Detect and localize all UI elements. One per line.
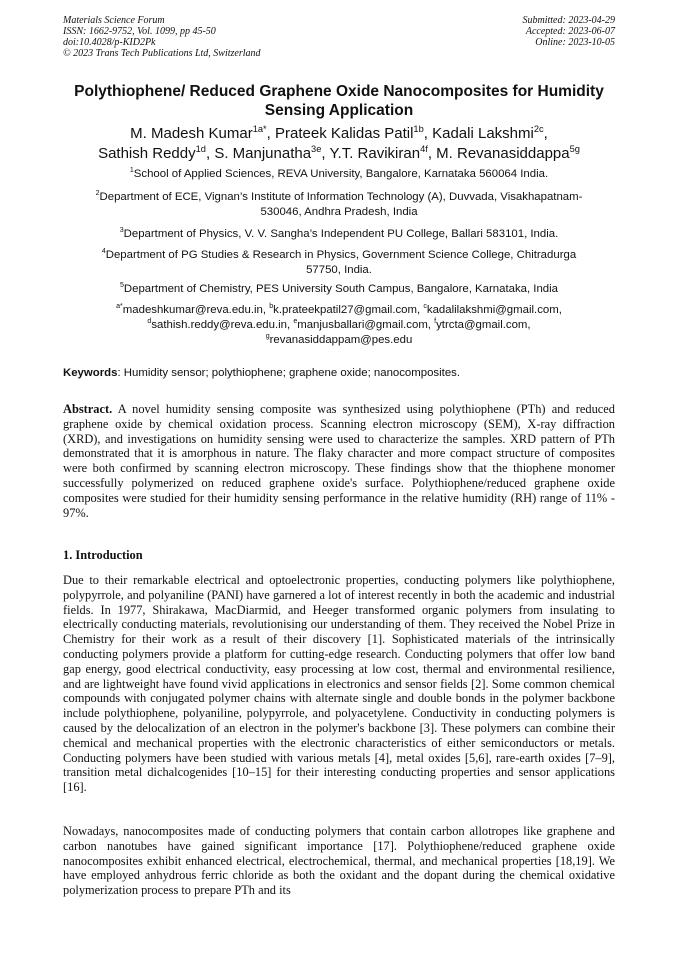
affiliation-mark: 5 xyxy=(119,282,124,290)
affiliation-1 xyxy=(55,167,623,182)
issn-line: ISSN: 1662-9752, Vol. 1099, pp 45-50 xyxy=(63,26,216,37)
author-name: Prateek Kalidas Patil xyxy=(275,125,414,142)
affiliation-text: Department of Chemistry, PES University South Campus, Bangalore, Karnataka, India xyxy=(123,283,559,295)
author-affiliation-mark: 1a* xyxy=(252,124,267,134)
keywords-text: : Humidity sensor; polythiophene; graphene oxide; nanocomposites. xyxy=(117,367,461,379)
affiliation-text: School of Applied Sciences, REVA University, Bangalore, Karnataka 560064 India. xyxy=(133,168,549,180)
author-separator: , xyxy=(427,145,437,162)
author-separator: , xyxy=(543,125,548,142)
affiliation-text-cont: 57750, India. xyxy=(306,264,372,276)
author-separator: , xyxy=(321,145,330,162)
paper-title xyxy=(40,82,638,120)
email-line-2 xyxy=(55,318,623,333)
author-name: Y.T. Ravikiran xyxy=(329,145,421,162)
email-mark: b xyxy=(269,303,274,311)
keywords xyxy=(63,366,615,381)
affiliation-mark: 2 xyxy=(95,190,100,198)
author-line-1 xyxy=(40,124,638,144)
doi-line: doi:10.4028/p-KID2Pk xyxy=(63,37,156,48)
author-name: S. Manjunatha xyxy=(214,145,312,162)
email-address[interactable]: k.prateekpatil27@gmail.com, xyxy=(273,304,424,316)
affiliation-mark: 4 xyxy=(101,248,106,256)
author-affiliation-mark: 2c xyxy=(533,124,544,134)
section-heading-introduction: 1. Introduction xyxy=(63,548,143,562)
online-date: Online: 2023-10-05 xyxy=(535,37,615,48)
submitted-date: Submitted: 2023-04-29 xyxy=(522,15,615,26)
email-address[interactable]: madeshkumar@reva.edu.in, xyxy=(122,304,270,316)
accepted-date: Accepted: 2023-06-07 xyxy=(525,26,615,37)
affiliation-mark: 1 xyxy=(129,167,134,175)
author-name: M. Revanasiddappa xyxy=(436,145,570,162)
email-address[interactable]: sathish.reddy@reva.edu.in, xyxy=(151,319,294,331)
abstract-label: Abstract. xyxy=(63,402,113,416)
journal-header-left xyxy=(63,15,261,59)
affiliation-text-cont: 530046, Andhra Pradesh, India xyxy=(260,206,418,218)
email-mark: g xyxy=(265,333,270,341)
author-separator: , xyxy=(423,125,433,142)
email-mark: e xyxy=(293,318,298,326)
author-separator: , xyxy=(266,125,276,142)
author-name: M. Madesh Kumar xyxy=(130,125,253,142)
title-line-1: Polythiophene/ Reduced Graphene Oxide Nanocomposites for Humidity xyxy=(74,83,604,100)
author-list xyxy=(40,124,638,164)
author-separator: , xyxy=(205,145,215,162)
author-affiliation-mark: 4f xyxy=(420,144,428,154)
abstract xyxy=(63,402,615,520)
affiliation-4 xyxy=(55,248,623,278)
email-mark: d xyxy=(147,318,152,326)
keywords-label: Keywords xyxy=(63,367,118,379)
affiliation-text: Department of ECE, Vignan’s Institute of Information Technology (A), Duvvada, Visakhapatnam- xyxy=(99,191,583,203)
affiliation-3 xyxy=(55,227,623,242)
email-mark: a* xyxy=(116,303,123,311)
email-line-3 xyxy=(55,333,623,348)
email-address[interactable]: manjusballari@gmail.com, xyxy=(297,319,435,331)
affiliation-2 xyxy=(55,190,623,220)
journal-header-right xyxy=(523,15,616,48)
email-mark: f xyxy=(434,318,437,326)
intro-paragraph-1: Due to their remarkable electrical and optoelectronic properties, conducting polymers like polythiophene, polypyrrole, and polyaniline (PANI) have garnered a lot of interest recently in both the academic and industrial fields. In 1977, Shirakawa, MacDiarmid, and Heeger transformed organic polymers from insulating to electrically conducting materials, revolutionising our understanding of them. They received the Nobel Prize in Chemistry for their work as a result of their discovery [1]. Sophisticated materials of the intrinsically conducting polymers provide a platform for cutting-edge research. Conducting polymers that offer low band gap energy, good electrical conductivity, easy processing at low cost, thermal and environmental resilience, and are lightweight have found vivid applications in electronics and sensor fields [2]. Some common chemical compounds with conjugated polymer chains with alternate single and double bonds in the polymer backbone include polythiophene, polyaniline, polypyrrole, and polyacetylene. Conductivity in conducting polymers is caused by the delocalization of an electron in the polymer's backbone [3]. These polymers can combine their chemical and mechanical properties with the electronic characteristics of either semiconductors or metals. Conducting polymers have been studied with various metals [4], metal oxides [5,6], rare-earth oxides [7–9], transition metal dichalcogenides [10–15] for their interesting conducting properties and sensor applications [16]. xyxy=(63,573,615,795)
email-address[interactable]: revanasiddappam@pes.edu xyxy=(269,334,413,346)
affiliation-mark: 3 xyxy=(119,227,124,235)
author-affiliation-mark: 5g xyxy=(569,144,580,154)
affiliation-5 xyxy=(55,282,623,297)
author-name: Kadali Lakshmi xyxy=(432,125,534,142)
title-line-2: Sensing Application xyxy=(264,102,414,119)
email-mark: c xyxy=(423,303,427,311)
email-line-1 xyxy=(55,303,623,318)
author-affiliation-mark: 3e xyxy=(311,144,322,154)
author-name: Sathish Reddy xyxy=(98,145,196,162)
email-list xyxy=(55,303,623,348)
affiliation-text: Department of PG Studies & Research in Physics, Government Science College, Chitradurga xyxy=(105,249,577,261)
intro-paragraph-2: Nowadays, nanocomposites made of conducting polymers that contain carbon allotropes like graphene and carbon nanotubes have gained significant importance [17]. Polythiophene/reduced graphene oxide nanocomposites exhibit enhanced electrical, electrochemical, thermal, and mechanical properties [18,19]. We have employed anhydrous ferric chloride as both the oxidant and the dopant during the chemical oxidative polymerization process to prepare PTh and its xyxy=(63,824,615,898)
email-address[interactable]: ytrcta@gmail.com, xyxy=(436,319,531,331)
author-affiliation-mark: 1b xyxy=(413,124,424,134)
copyright-line: © 2023 Trans Tech Publications Ltd, Switzerland xyxy=(63,48,261,59)
author-line-2 xyxy=(40,144,638,164)
affiliation-text: Department of Physics, V. V. Sangha’s Independent PU College, Ballari 583101, India. xyxy=(123,228,559,240)
journal-name: Materials Science Forum xyxy=(63,15,165,26)
email-address[interactable]: kadalilakshmi@gmail.com, xyxy=(426,304,562,316)
abstract-text: A novel humidity sensing composite was synthesized using polythiophene (PTh) and reduced graphene oxide by chemical oxidation process. Scanning electron microscopy (SEM), X-ray diffraction (XRD), and investigations on humidity sensing were used to characterize the samples. XRD pattern of PTh demonstrated that it is amorphous in nature. The flaky character and more compact structure of composites were both confirmed by scanning electron microscopy. These findings show that the thiophene monomer successfully polymerized on reduced graphene oxide's surface. Polythiophene/reduced graphene oxide composites were studied for their humidity sensing performance in the relative humidity (RH) range of 11% - 97%. xyxy=(63,402,615,520)
author-affiliation-mark: 1d xyxy=(195,144,206,154)
